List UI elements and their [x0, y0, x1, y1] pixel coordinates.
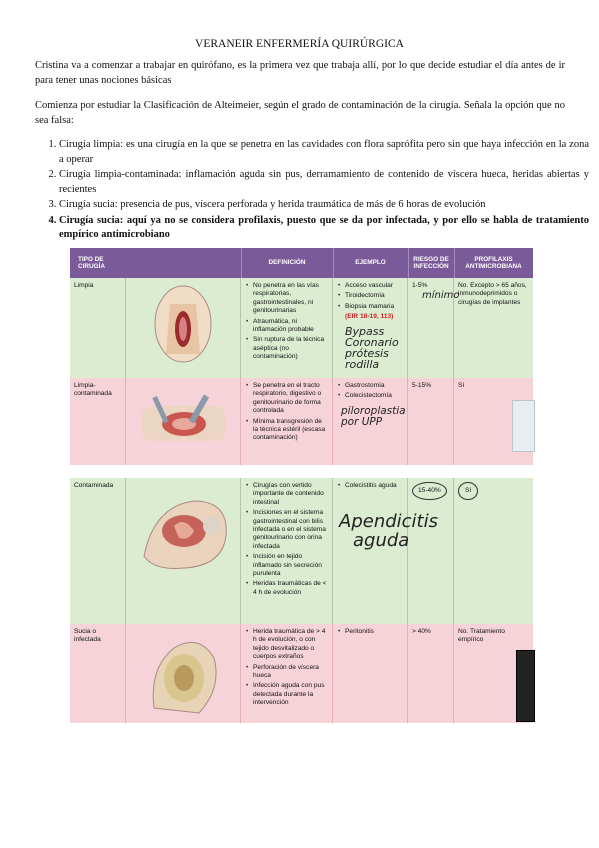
cell-risk: 1-5% mínimo [408, 278, 454, 378]
appendectomy-illustration [134, 486, 234, 576]
illustration-abdomen-cell [126, 378, 241, 465]
cell-definition: • No penetra en las vías respiratorias, gastrointestinales, ni genitourinarias • Atraumática, ni inflamación probable • Sin ruptura de la técnica aséptica (no contaminación) [241, 278, 333, 378]
row-contaminada [70, 478, 533, 624]
classification-table-bottom [70, 478, 533, 723]
cell-risk: 5-15% [408, 378, 454, 465]
cell-definition: • Cirugías con vertido importante de contenido intestinal • Incisiones en el sistema gastrointestinal con bilis infectada o en el sistema genitourinario con orina infectada • Incisión en tejido inflamado sin secreción purulenta • Heridas traumáticas de < 4 h de evolución [241, 478, 333, 624]
header-risk: RIESGO DE INFECCIÓN [408, 248, 455, 278]
handwritten-minimo: mínimo [422, 290, 460, 301]
option-4: 4. Cirugía sucia: aquí ya no se considera profilaxis, puesto que se da por infectada, y por ello se habla de tratamiento empírico antimicrobiano [59, 214, 589, 243]
document-title: VERANEIR ENFERMERÍA QUIRÚRGICA [195, 38, 404, 50]
classification-table-top [70, 248, 533, 465]
cell-example: • Gastrostomía • Colecistectomía piloroplastia por UPP [333, 378, 408, 465]
illustration-appendix-cell [126, 478, 241, 624]
cell-type: Sucia o infectada [70, 624, 126, 723]
options-list [35, 138, 589, 244]
option-1: 1. Cirugía limpia: es una cirugía en la que se penetra en las cavidades con flora saprófita pero sin que haya infección en la zona a operar [59, 138, 589, 167]
abdominal-surgery-illustration [136, 386, 231, 456]
header-illustration-space [126, 248, 242, 278]
cell-prophylaxis: Sí [458, 382, 465, 389]
cell-example: • Peritonitis [333, 624, 408, 723]
handwritten-note: Apendicitis aguda [339, 511, 438, 551]
header-prophylaxis: PROFILAXIS ANTIMICROBIANA [465, 255, 522, 270]
cell-example: • Colecistitis aguda Apendicitis aguda [333, 478, 408, 624]
table-header [70, 248, 533, 278]
cell-type: Limpia-contaminada [70, 378, 126, 465]
header-example: EJEMPLO [333, 248, 409, 278]
header-definition: DEFINICIÓN [241, 248, 334, 278]
cell-prophylaxis: No. Excepto > 65 años, inmunodeprimidos o cirugías de implantes [458, 282, 527, 306]
row-limpia [70, 278, 533, 378]
neck-surgery-illustration [148, 284, 218, 372]
handwritten-note: Bypass Coronario prótesis rodilla [345, 325, 399, 371]
cell-risk: > 40% [408, 624, 454, 723]
cell-risk: 15-40% [408, 478, 454, 624]
cell-prophylaxis: Sí [454, 478, 533, 624]
cell-type: Contaminada [70, 478, 126, 624]
intro-paragraph: Cristina va a comenzar a trabajar en quirófano, es la primera vez que trabaja allí, por lo que decide estudiar el día antes de ir para tener unas nociones básicas [35, 60, 565, 86]
cell-example: • Acceso vascular • Tiroidectomía • Biopsia mamaria (EIR 18-19, 113) Bypass Coronario prótesis rodilla [333, 278, 408, 378]
cell-type: Limpia [70, 278, 126, 378]
exam-reference: (EIR 18-19, 113) [345, 313, 394, 321]
side-thumbnail [512, 400, 535, 452]
side-thumbnail [516, 650, 535, 722]
handwritten-note: piloroplastia por UPP [341, 405, 406, 428]
row-limpia-contaminada [70, 378, 533, 465]
cell-definition: • Herida traumática de > 4 h de evolución, o con tejido desvitalizado o cuerpos extraños • Perforación de víscera hueca • Infección aguda con pus detectada durante la intervención [241, 624, 333, 723]
option-3: 3. Cirugía sucia: presencia de pus, víscera perforada y herida traumática de más de 6 horas de evolución [59, 198, 589, 213]
cell-definition: • Se penetra en el tracto respiratorio, digestivo o genitourinario de forma controlada • Mínima transgresión de la técnica estéril (escasa contaminación) [241, 378, 333, 465]
option-2: 2. Cirugía limpia-contaminada: inflamación aguda sin pus, derramamiento de contenido de víscera hueca, heridas abiertas y recientes [59, 168, 589, 197]
header-type: TIPO DE CIRUGÍA [70, 248, 127, 278]
illustration-peritonitis-cell [126, 624, 241, 723]
row-sucia [70, 624, 533, 723]
question-paragraph: Comienza por estudiar la Clasificación de Alteimeier, según el grado de contaminación de la cirugía. Señala la opción que no sea falsa: [35, 100, 565, 126]
illustration-neck-cell [126, 278, 241, 378]
peritonitis-illustration [144, 628, 224, 718]
cell-prophylaxis: No. Tratamiento empírico [458, 628, 505, 644]
